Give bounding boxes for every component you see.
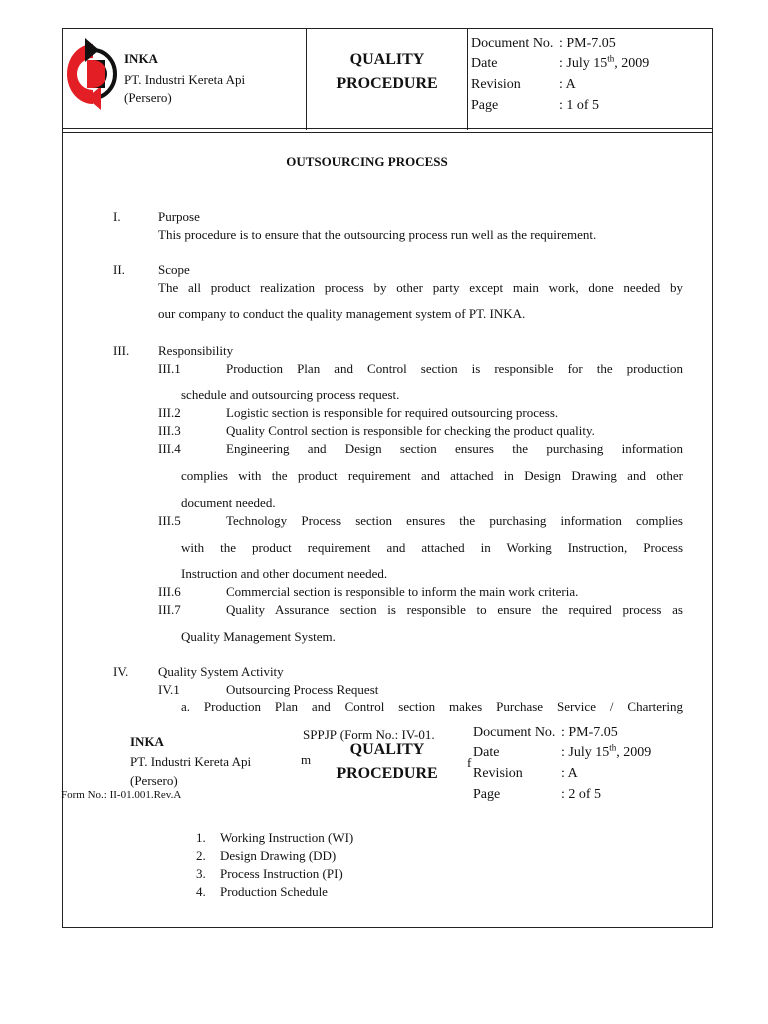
doc-no-value: : PM-7.05 xyxy=(561,725,618,740)
item-text-fragment: m xyxy=(301,752,312,767)
company-short-name: INKA xyxy=(124,51,158,66)
procedure-title-line2: PROCEDURE xyxy=(336,765,438,782)
list-item: 3. Process Instruction (PI) xyxy=(196,866,343,881)
item-number: III.3 xyxy=(158,423,181,438)
section-number: I. xyxy=(113,209,121,224)
item-number: IV.1 xyxy=(158,682,180,697)
item-text: Quality Assurance section is responsible to ensure the required process as xyxy=(226,602,683,617)
item-text: with the product requirement and attached in Working Instruction, Process xyxy=(181,540,683,555)
section-text: The all product realization process by other party except main work, done needed by xyxy=(158,280,683,295)
section-title: Scope xyxy=(158,262,190,277)
page-label: Page xyxy=(471,98,499,113)
company-name: PT. Industri Kereta Api xyxy=(124,72,246,87)
item-text: Production Plan and Control section is responsible for the production xyxy=(226,361,683,376)
inka-logo-icon xyxy=(65,34,123,114)
item-text: Quality Control section is responsible for checking the product quality. xyxy=(226,423,595,438)
section-text: This procedure is to ensure that the outsourcing process run well as the requirement. xyxy=(158,227,597,242)
item-number: III.2 xyxy=(158,405,181,420)
section-title: Purpose xyxy=(158,209,200,224)
item-text-fragment: SPPJP (Form No.: IV-01. xyxy=(303,727,435,742)
list-item: 2. Design Drawing (DD) xyxy=(196,848,337,863)
item-text: document needed. xyxy=(181,495,276,510)
revision-value: : A xyxy=(561,766,578,781)
section-number: II. xyxy=(113,262,125,277)
item-number: III.5 xyxy=(158,513,181,528)
document-list xyxy=(196,830,353,902)
list-item: 1. Working Instruction (WI) xyxy=(196,830,354,845)
item-number: III.1 xyxy=(158,361,181,376)
company-type: (Persero) xyxy=(124,90,172,105)
date-value: : July 15th, 2009 xyxy=(561,742,652,760)
item-text: Logistic section is responsible for required outsourcing process. xyxy=(226,405,559,420)
revision-value: : A xyxy=(559,77,576,92)
item-text: complies with the product requirement and attached in Design Drawing and other xyxy=(181,468,683,483)
page-label: Page xyxy=(473,787,501,802)
page-value: : 2 of 5 xyxy=(561,787,602,802)
document-title: OUTSOURCING PROCESS xyxy=(286,154,448,169)
item-number: III.7 xyxy=(158,602,181,617)
doc-no-label: Document No. xyxy=(473,725,556,740)
item-text: a. Production Plan and Control section makes Purchase Service / Chartering xyxy=(181,699,683,714)
section-title: Responsibility xyxy=(158,343,234,358)
item-text: Engineering and Design section ensures the purchasing information xyxy=(226,441,683,456)
header-divider xyxy=(467,28,468,130)
revision-label: Revision xyxy=(471,77,521,92)
company-short-name: INKA xyxy=(130,734,164,749)
item-text: schedule and outsourcing process request. xyxy=(181,387,400,402)
item-text: Instruction and other document needed. xyxy=(181,566,388,581)
item-number: III.6 xyxy=(158,584,181,599)
company-type: (Persero) xyxy=(130,773,178,788)
doc-no-label: Document No. xyxy=(471,36,554,51)
section-number: III. xyxy=(113,343,130,358)
form-number: Form No.: II-01.001.Rev.A xyxy=(61,789,182,801)
item-title: Outsourcing Process Request xyxy=(226,682,379,697)
doc-no-value: : PM-7.05 xyxy=(559,36,616,51)
section-title: Quality System Activity xyxy=(158,664,284,679)
company-name: PT. Industri Kereta Api xyxy=(130,754,252,769)
item-text: Commercial section is responsible to inform the main work criteria. xyxy=(226,584,579,599)
header-rule xyxy=(62,128,713,129)
item-text: Technology Process section ensures the purchasing information complies xyxy=(226,513,683,528)
page-value: : 1 of 5 xyxy=(559,98,600,113)
date-label: Date xyxy=(471,56,498,71)
date-label: Date xyxy=(473,745,500,760)
procedure-title-line1: QUALITY xyxy=(349,51,425,68)
date-value: : July 15th, 2009 xyxy=(559,53,650,71)
procedure-title-line1: QUALITY xyxy=(349,741,425,758)
item-number: III.4 xyxy=(158,441,181,456)
header-rule xyxy=(62,132,713,133)
list-item: 4. Production Schedule xyxy=(196,884,328,899)
item-text: Quality Management System. xyxy=(181,629,336,644)
item-text-fragment: f xyxy=(467,755,472,770)
section-number: IV. xyxy=(113,664,129,679)
revision-label: Revision xyxy=(473,766,523,781)
section-text: our company to conduct the quality management system of PT. INKA. xyxy=(158,306,526,321)
procedure-title-line2: PROCEDURE xyxy=(336,75,438,92)
